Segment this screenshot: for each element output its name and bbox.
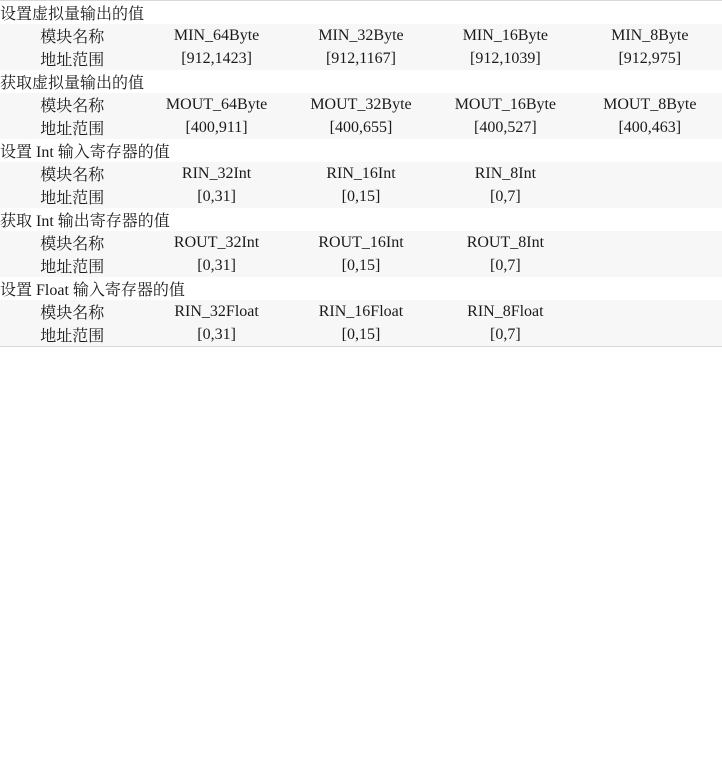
row-label-address-range: 地址范围 [0,116,144,139]
row-label-module-name: 模块名称 [0,231,144,254]
section-heading-row [0,208,722,231]
module-name-cell-empty [578,162,722,185]
section-heading-row [0,1,722,24]
table-row [0,254,722,277]
address-range-cell: [400,655] [289,116,433,139]
module-name-cell: MIN_16Byte [433,24,577,47]
address-range-cell: [912,1039] [433,47,577,70]
table-row [0,116,722,139]
row-label-module-name: 模块名称 [0,300,144,323]
module-name-cell: ROUT_8Int [433,231,577,254]
document-body [0,0,722,347]
address-range-cell-empty [578,185,722,208]
module-name-cell: MOUT_16Byte [433,93,577,116]
module-name-cell: RIN_32Int [144,162,288,185]
address-range-cell: [0,7] [433,185,577,208]
module-name-cell: ROUT_16Int [289,231,433,254]
module-name-cell: RIN_16Float [289,300,433,323]
address-mapping-table [0,1,722,346]
module-name-cell-empty [578,300,722,323]
module-name-cell: RIN_8Float [433,300,577,323]
address-range-cell: [400,463] [578,116,722,139]
address-range-cell: [0,31] [144,323,288,346]
module-name-cell: RIN_8Int [433,162,577,185]
row-label-address-range: 地址范围 [0,254,144,277]
section-heading-row [0,277,722,300]
table-row [0,323,722,346]
module-name-cell: MIN_32Byte [289,24,433,47]
table-row [0,47,722,70]
address-range-cell: [912,1423] [144,47,288,70]
module-name-cell: MOUT_64Byte [144,93,288,116]
address-range-cell: [0,15] [289,254,433,277]
address-range-cell: [0,7] [433,323,577,346]
address-range-cell: [0,31] [144,185,288,208]
section-heading: 设置虚拟量输出的值 [0,1,722,24]
row-label-address-range: 地址范围 [0,185,144,208]
address-range-cell-empty [578,323,722,346]
section-heading: 设置 Float 输入寄存器的值 [0,277,722,300]
module-name-cell-empty [578,231,722,254]
section-heading-row [0,139,722,162]
table-row [0,185,722,208]
module-name-cell: RIN_16Int [289,162,433,185]
module-name-cell: MOUT_32Byte [289,93,433,116]
module-name-cell: MOUT_8Byte [578,93,722,116]
address-range-cell: [0,7] [433,254,577,277]
address-range-cell: [912,975] [578,47,722,70]
address-range-cell: [0,15] [289,323,433,346]
address-range-cell: [400,527] [433,116,577,139]
row-label-module-name: 模块名称 [0,24,144,47]
row-label-address-range: 地址范围 [0,47,144,70]
address-range-cell-empty [578,254,722,277]
section-heading: 获取虚拟量输出的值 [0,70,722,93]
module-name-cell: ROUT_32Int [144,231,288,254]
address-range-cell: [912,1167] [289,47,433,70]
section-heading: 设置 Int 输入寄存器的值 [0,139,722,162]
address-range-cell: [400,911] [144,116,288,139]
table-row [0,300,722,323]
table-row [0,231,722,254]
section-heading: 获取 Int 输出寄存器的值 [0,208,722,231]
row-label-module-name: 模块名称 [0,162,144,185]
table-row [0,93,722,116]
module-name-cell: RIN_32Float [144,300,288,323]
module-name-cell: MIN_8Byte [578,24,722,47]
module-name-cell: MIN_64Byte [144,24,288,47]
table-row [0,162,722,185]
row-label-module-name: 模块名称 [0,93,144,116]
address-range-cell: [0,31] [144,254,288,277]
address-range-cell: [0,15] [289,185,433,208]
section-heading-row [0,70,722,93]
table-row [0,24,722,47]
row-label-address-range: 地址范围 [0,323,144,346]
